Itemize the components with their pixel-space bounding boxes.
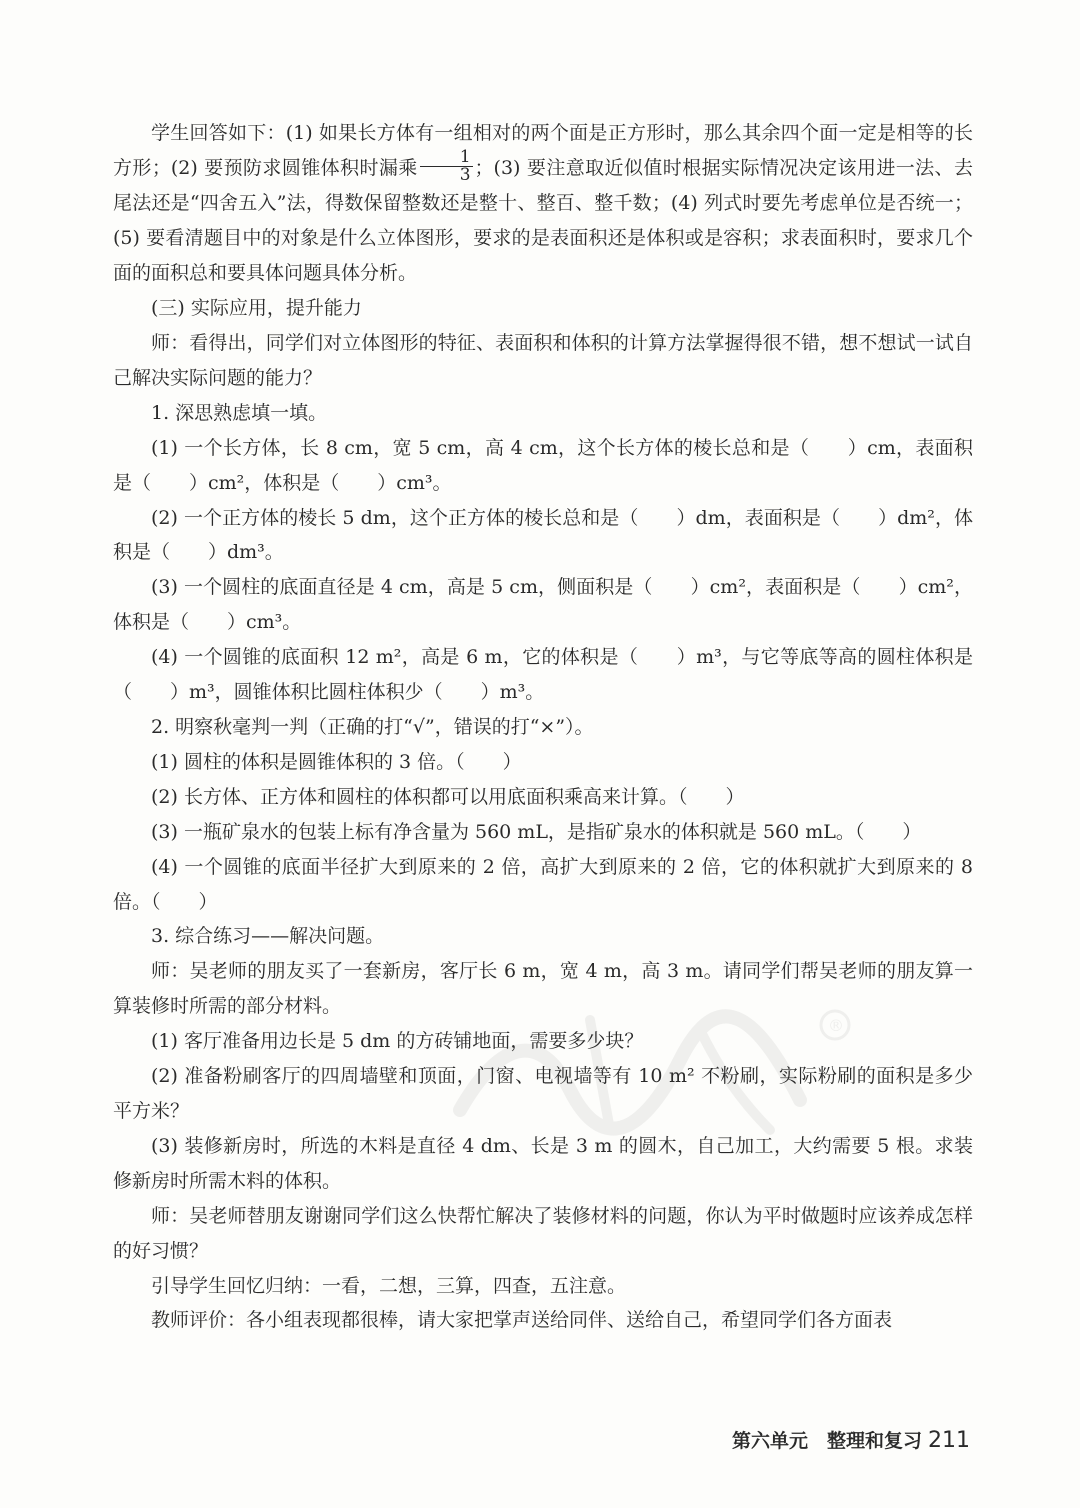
judge-question-1: (1) 圆柱的体积是圆锥体积的 3 倍。（ ） — [151, 750, 522, 773]
judge-question-2: (2) 长方体、正方体和圆柱的体积都可以用底面积乘高来计算。（ ） — [151, 785, 745, 808]
section-heading-practice: (三) 实际应用，提升能力 — [151, 297, 362, 320]
paragraph-guide-summary: 引导学生回忆归纳：一看，二想，三算，四查，五注意。 — [151, 1274, 627, 1297]
fill-question-1: (1) 一个长方体，长 8 cm，宽 5 cm，高 4 cm，这个长方体的棱长总和是（ ）cm，表面积是（ ）cm²，体积是（ ）cm³。 — [113, 436, 973, 494]
problem-question-2: (2) 准备粉刷客厅的四周墙壁和顶面，门窗、电视墙等有 10 m² 不粉刷，实际粉刷的面积是多少平方米？ — [113, 1065, 973, 1122]
paragraph-teacher-thanks: 师：吴老师替朋友谢谢同学们这么快帮忙解决了装修材料的问题，你认为平时做题时应该养成怎样的好习惯？ — [113, 1204, 973, 1262]
main-text — [113, 116, 973, 1338]
page-number: 211 — [928, 1428, 970, 1453]
judge-question-3: (3) 一瓶矿泉水的包装上标有净含量为 560 mL，是指矿泉水的体积就是 560 mL。（ ） — [151, 820, 922, 843]
fill-question-3: (3) 一个圆柱的底面直径是 4 cm，高是 5 cm，侧面积是（ ）cm²，表面积是（ ）cm²，体积是（ ）cm³。 — [113, 576, 973, 634]
footer-section-title: 第六单元 整理和复习 — [731, 1430, 922, 1452]
paragraph-teacher-intro: 师：看得出，同学们对立体图形的特征、表面积和体积的计算方法掌握得很不错，想不想试一试自己解决实际问题的能力？ — [113, 332, 973, 389]
fraction-one-third: $\frac{1}{3}$ — [420, 149, 473, 184]
paragraph-teacher-evaluation: 教师评价：各小组表现都很棒，请大家把掌声送给同伴、送给自己，希望同学们各方面表 — [151, 1309, 893, 1332]
fill-question-2: (2) 一个正方体的棱长 5 dm，这个正方体的棱长总和是（ ）dm，表面积是（ ）dm²，体积是（ ）dm³。 — [113, 506, 973, 564]
heading-judge: 2. 明察秋毫判一判（正确的打“√”，错误的打“×”）。 — [151, 716, 594, 738]
paragraph-teacher-house: 师：吴老师的朋友买了一套新房，客厅长 6 m，宽 4 m，高 3 m。请同学们帮吴老师的朋友算一算装修时所需的部分材料。 — [113, 960, 973, 1018]
heading-problem-solving: 3. 综合练习——解决问题。 — [151, 925, 385, 948]
problem-question-1: (1) 客厅准备用边长是 5 dm 的方砖铺地面，需要多少块？ — [151, 1030, 644, 1053]
fill-question-4: (4) 一个圆锥的底面积 12 m²，高是 6 m，它的体积是（ ）m³，与它等底等高的圆柱体积是（ ）m³，圆锥体积比圆柱体积少（ ）m³。 — [113, 646, 973, 704]
page-footer — [732, 1426, 970, 1453]
heading-fill-in: 1. 深思熟虑填一填。 — [151, 401, 328, 424]
problem-question-3: (3) 装修新房时，所选的木料是直径 4 dm、长是 3 m 的圆木，自己加工，大约需要 5 根。求装修新房时所需木料的体积。 — [113, 1134, 973, 1192]
watermark-mark: ® — [828, 1016, 844, 1035]
paragraph-student-answer: 学生回答如下：(1) 如果长方体有一组相对的两个面是正方形时，那么其余四个面一定是相等的长方形；(2) 要预防求圆锥体积时漏乘 $\frac{1}{3}$ ；(3) 要注意取近似值时根据实际情况决定该用进一法、去尾法还是“四舍五入”法，得数保留整数还是整十、整百、整千数；(4) 列式时要先考虑单位是否统一；(5) 要看清题目中的对象是什么立体图形，要求的是表面积还是体积或是容积；求表面积时，要求几个面的面积总和要具体问题具体分析。 — [113, 122, 973, 285]
judge-question-4: (4) 一个圆锥的底面半径扩大到原来的 2 倍，高扩大到原来的 2 倍，它的体积就扩大到原来的 8 倍。（ ） — [113, 855, 973, 913]
